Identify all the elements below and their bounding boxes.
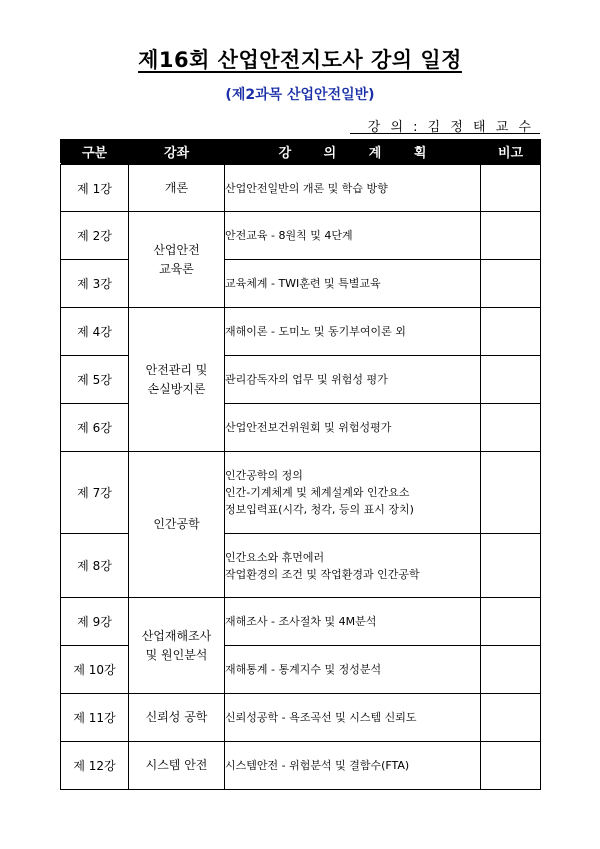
course-line: 산업안전 — [153, 242, 200, 257]
lecture-content: 관리감독자의 업무 및 위험성 평가 — [225, 356, 481, 404]
lecture-content: 재해통계 - 통계지수 및 정성분석 — [225, 646, 481, 694]
header-lecture: 구분 — [61, 140, 129, 164]
course-name: 인간공학 — [129, 452, 225, 598]
title-text: 제16회 산업안전지도사 강의 일정 — [138, 48, 462, 72]
content-line: 인간-기계체계 및 체계설계와 인간요소 — [225, 486, 410, 499]
note-cell — [481, 646, 541, 694]
lecture-number: 제 7강 — [61, 452, 129, 534]
lecture-number: 제 1강 — [61, 164, 129, 212]
table-row — [61, 164, 541, 212]
document-title — [0, 44, 600, 74]
lecture-number: 제 5강 — [61, 356, 129, 404]
content-line: 작업환경의 조건 및 작업환경과 인간공학 — [225, 567, 420, 581]
lecture-content: 재해이론 - 도미노 및 동기부여이론 외 — [225, 308, 481, 356]
note-cell — [481, 742, 541, 790]
lecturer-label: 강 의 : 김 정 태 교 수 — [367, 120, 534, 135]
lecture-number: 제 10강 — [61, 646, 129, 694]
note-cell — [481, 212, 541, 260]
course-name — [129, 598, 225, 694]
note-cell — [481, 356, 541, 404]
content-line: 인간요소와 휴먼에러 — [225, 550, 325, 564]
note-cell — [481, 452, 541, 534]
course-name: 시스템 안전 — [129, 742, 225, 790]
lecture-content: 신뢰성공학 - 욕조곡선 및 시스템 신뢰도 — [225, 694, 481, 742]
lecture-number: 제 6강 — [61, 404, 129, 452]
header-note: 비고 — [481, 140, 541, 164]
lecture-number: 제 9강 — [61, 598, 129, 646]
lecture-number: 제 12강 — [61, 742, 129, 790]
lecture-number: 제 3강 — [61, 260, 129, 308]
note-cell — [481, 404, 541, 452]
table-row — [61, 694, 541, 742]
lecture-number: 제 11강 — [61, 694, 129, 742]
content-line: 정보입력표(시각, 청각, 등의 표시 장치) — [225, 503, 414, 516]
course-line: 산업재해조사 — [141, 628, 212, 643]
course-line: 및 원인분석 — [145, 647, 208, 662]
lecture-content — [225, 452, 481, 534]
note-cell — [481, 694, 541, 742]
lecture-content: 시스템안전 - 위험분석 및 결함수(FTA) — [225, 742, 481, 790]
course-name: 신뢰성 공학 — [129, 694, 225, 742]
note-cell — [481, 308, 541, 356]
header-course: 강좌 — [129, 140, 225, 164]
subtitle: (제2과목 산업안전일반) — [225, 87, 375, 103]
course-line: 교육론 — [159, 261, 194, 276]
lecture-number: 제 2강 — [61, 212, 129, 260]
course-name — [129, 308, 225, 452]
course-line: 안전관리 및 — [145, 362, 208, 377]
lecture-content: 산업안전보건위원회 및 위험성평가 — [225, 404, 481, 452]
lecture-content: 산업안전일반의 개론 및 학습 방향 — [225, 164, 481, 212]
table-row — [61, 742, 541, 790]
course-line: 손실방지론 — [147, 381, 206, 396]
course-name: 개론 — [129, 164, 225, 212]
lecture-number: 제 4강 — [61, 308, 129, 356]
lecture-content — [225, 534, 481, 598]
schedule-table — [60, 139, 541, 790]
lecture-number: 제 8강 — [61, 534, 129, 598]
table-row — [61, 212, 541, 260]
table-row — [61, 308, 541, 356]
lecture-content: 안전교육 - 8원칙 및 4단계 — [225, 212, 481, 260]
content-line: 인간공학의 정의 — [225, 469, 303, 482]
note-cell — [481, 164, 541, 212]
lecturer-underline — [350, 133, 540, 134]
lecture-content: 재해조사 - 조사절차 및 4M분석 — [225, 598, 481, 646]
note-cell — [481, 534, 541, 598]
table-row — [61, 598, 541, 646]
table-header-row — [61, 140, 541, 164]
header-plan: 강 의 계 획 — [225, 140, 481, 164]
table-row — [61, 452, 541, 534]
note-cell — [481, 260, 541, 308]
lecture-content: 교육체계 - TWI훈련 및 특별교육 — [225, 260, 481, 308]
course-name — [129, 212, 225, 308]
note-cell — [481, 598, 541, 646]
